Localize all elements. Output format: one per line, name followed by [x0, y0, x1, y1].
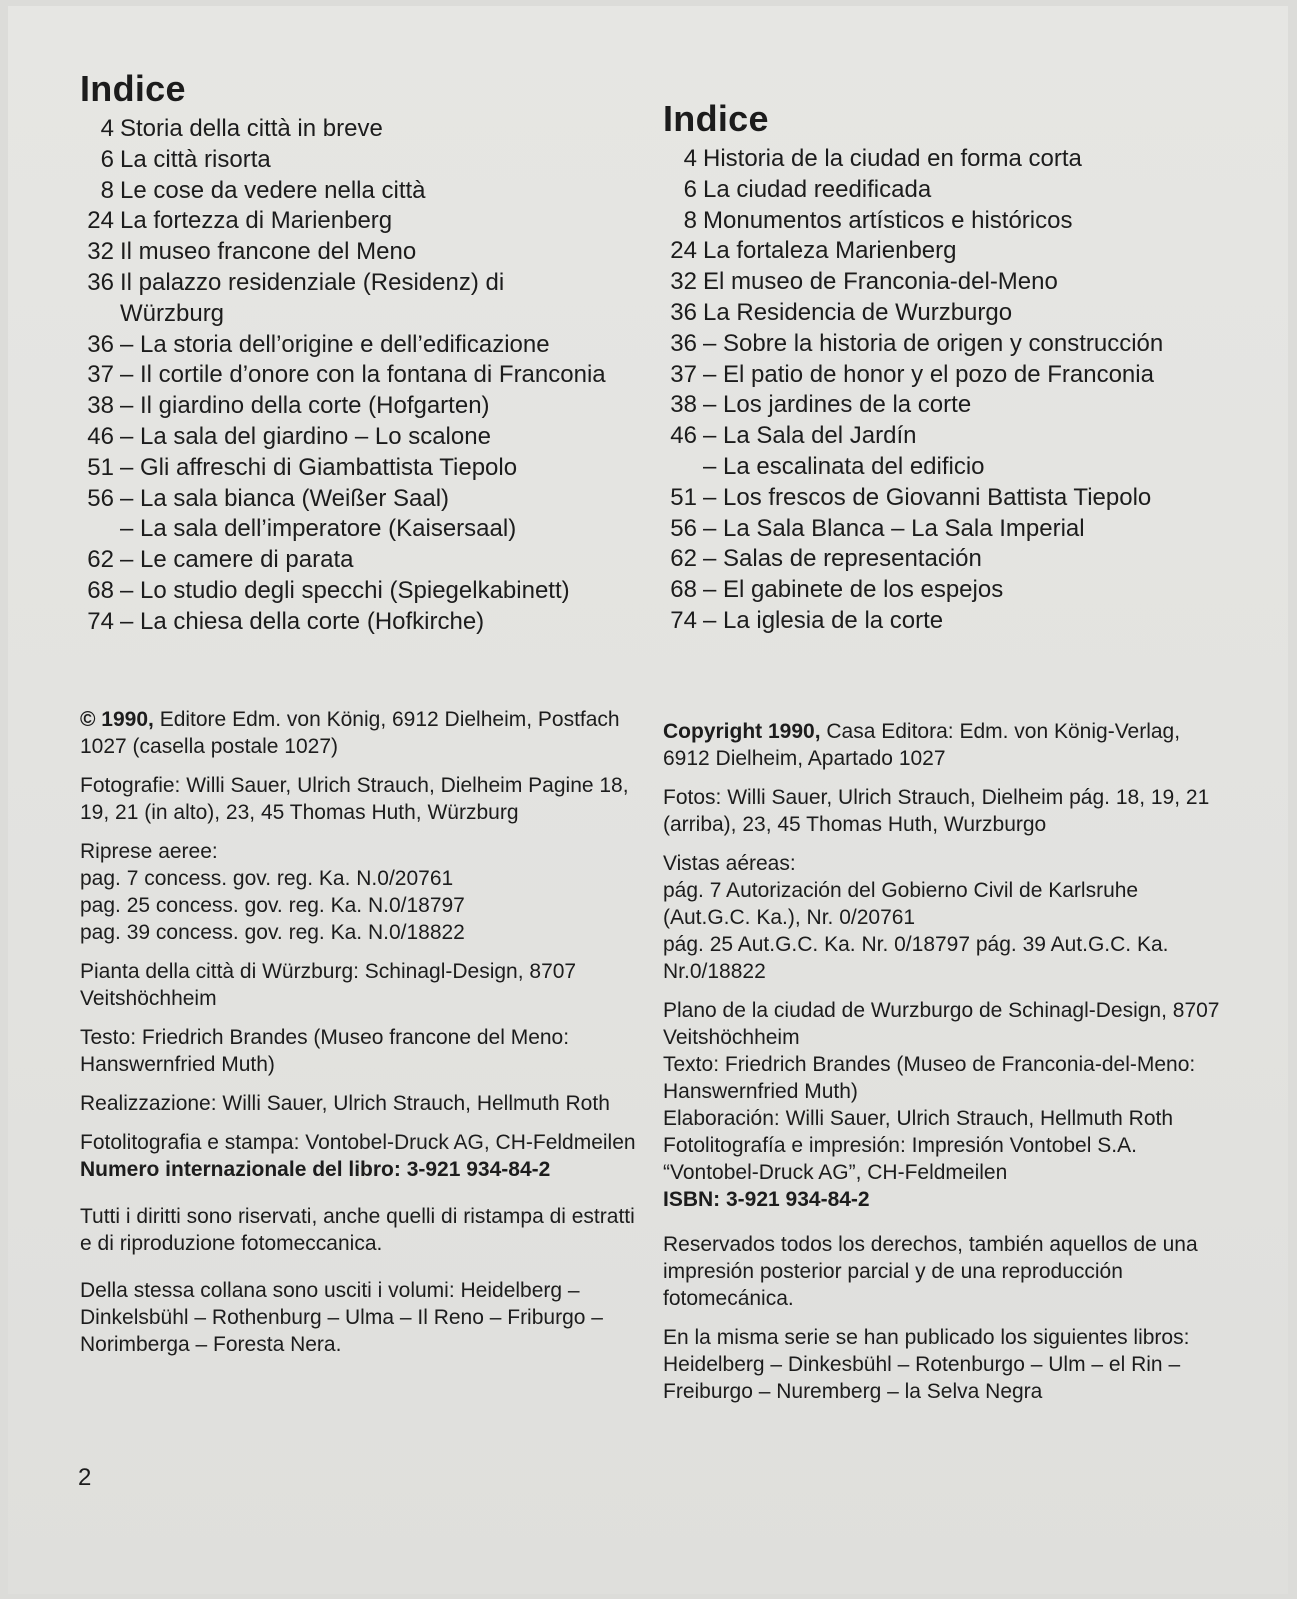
toc-title: Storia della città in breve — [120, 115, 383, 142]
toc-title: – Il cortile d’onore con la fontana di Franconia — [120, 361, 606, 389]
toc-entry — [663, 329, 1223, 360]
toc-page-number: 37 — [670, 360, 697, 388]
toc-entry — [80, 237, 640, 268]
toc-title: – Gli affreschi di Giambattista Tiepolo — [120, 453, 518, 481]
toc-page-number: 8 — [683, 206, 697, 234]
toc-entry — [663, 514, 1223, 545]
toc-page-number: 4 — [683, 145, 697, 172]
toc-page-number: 74 — [87, 607, 114, 635]
toc-title: La fortezza di Marienberg — [120, 207, 393, 235]
italian-text-credit: Testo: Friedrich Brandes (Museo francone del Meno: Hanswernfried Muth) — [80, 1026, 570, 1076]
spanish-aerial-line: pág. 7 Autorización del Gobierno Civil de Karlsruhe (Aut.G.C. Ka.), Nr. 0/20761 — [663, 879, 1139, 929]
toc-page-number — [663, 452, 697, 483]
spanish-aerial-line: pág. 25 Aut.G.C. Ka. Nr. 0/18797 pág. 39 Aut.G.C. Ka. Nr.0/18822 — [663, 933, 1169, 983]
toc-entry — [663, 175, 1223, 206]
toc-title: La fortaleza Marienberg — [703, 237, 957, 265]
italian-series: Della stessa collana sono usciti i volumi: Heidelberg – Dinkelsbühl – Rothenburg – Ulma – Il Reno – Friburgo – Norimberga – Foresta Nera. — [80, 1279, 603, 1356]
toc-entry — [80, 453, 640, 484]
toc-title: – Los frescos de Giovanni Battista Tiepolo — [703, 483, 1152, 511]
toc-title: – La sala dell’imperatore (Kaisersaal) — [120, 515, 517, 543]
toc-page-number: 6 — [100, 145, 114, 173]
toc-page-number: 56 — [670, 514, 697, 542]
toc-page-number: 8 — [100, 176, 114, 204]
toc-title: El museo de Franconia-del-Meno — [703, 268, 1058, 296]
toc-title: – La storia dell’origine e dell’edificazione — [120, 330, 550, 358]
toc-title: Monumentos artísticos e históricos — [703, 206, 1073, 234]
toc-title: – La Sala del Jardín — [703, 422, 917, 450]
toc-entry — [80, 268, 640, 299]
italian-printing-credit: Fotolitografia e stampa: Vontobel-Druck AG, CH-Feldmeilen — [80, 1131, 636, 1154]
toc-entry — [80, 114, 640, 145]
toc-page-number: 32 — [87, 238, 114, 266]
italian-isbn: Numero internazionale del libro: 3-921 934-84-2 — [80, 1158, 551, 1181]
toc-page-number — [80, 514, 114, 545]
toc-title: Le cose da vedere nella città — [120, 176, 426, 204]
toc-title: – Salas de representación — [703, 545, 982, 573]
toc-entry — [663, 206, 1223, 237]
italian-rights: Tutti i diritti sono riservati, anche quelli di ristampa di estratti e di riproduzione fotomeccanica. — [80, 1205, 635, 1255]
toc-entry — [80, 576, 640, 607]
italian-aerial-line: pag. 7 concess. gov. reg. Ka. N.0/20761 — [80, 867, 454, 890]
toc-page-number: 74 — [670, 606, 697, 634]
toc-page-number: 36 — [87, 268, 114, 296]
spanish-production-credit: Elaboración: Willi Sauer, Ulrich Strauch, Hellmuth Roth — [663, 1107, 1174, 1130]
toc-page-number: 56 — [87, 484, 114, 512]
italian-map-credit: Pianta della città di Würzburg: Schinagl-Design, 8707 Veitshöchheim — [80, 960, 577, 1010]
toc-entry — [663, 144, 1223, 175]
toc-entry — [663, 421, 1223, 452]
toc-entry — [663, 360, 1223, 391]
toc-title: – La escalinata del edificio — [703, 452, 985, 480]
spanish-rights: Reservados todos los derechos, también aquellos de una impresión posterior parcial y de una reproducción fotomecánica. — [663, 1233, 1198, 1310]
toc-entry — [80, 514, 640, 545]
toc-title: – Los jardines de la corte — [703, 391, 972, 419]
toc-page-number: 51 — [670, 483, 697, 511]
page-number: 2 — [78, 1464, 92, 1491]
italian-heading: Indice — [80, 68, 186, 109]
toc-title: – Lo studio degli specchi (Spiegelkabinett) — [120, 576, 570, 604]
toc-entry — [80, 391, 640, 422]
toc-title: – Il giardino della corte (Hofgarten) — [120, 392, 490, 420]
toc-page-number: 24 — [87, 207, 114, 235]
toc-page-number: 68 — [670, 576, 697, 604]
spanish-printing-credit: Fotolitografía e impresión: Impresión Vontobel S.A. “Vontobel-Druck AG”, CH-Feldmeilen — [663, 1134, 1137, 1184]
toc-entry — [663, 267, 1223, 298]
italian-copyright: © 1990, Editore Edm. von König, 6912 Dielheim, Postfach 1027 (casella postale 1027) — [80, 708, 620, 758]
spanish-copyright: Copyright 1990, Casa Editora: Edm. von König-Verlag, 6912 Dielheim, Apartado 1027 — [663, 720, 1181, 770]
toc-page-number: 46 — [87, 422, 114, 450]
toc-entry — [663, 390, 1223, 421]
toc-title: – La sala del giardino – Lo scalone — [120, 422, 491, 450]
toc-entry — [663, 298, 1223, 329]
toc-page-number: 46 — [670, 422, 697, 450]
spanish-imprint — [663, 718, 1223, 1417]
toc-page-number: 51 — [87, 453, 114, 481]
toc-page-number: 36 — [670, 298, 697, 326]
toc-page-number: 36 — [87, 330, 114, 358]
toc-entry — [80, 545, 640, 576]
toc-title: – La iglesia de la corte — [703, 606, 944, 634]
toc-title: La Residencia de Wurzburgo — [703, 298, 1013, 326]
toc-title: – El patio de honor y el pozo de Franconia — [703, 360, 1154, 388]
spanish-photos: Fotos: Willi Sauer, Ulrich Strauch, Dielheim pág. 18, 19, 21 (arriba), 23, 45 Thomas Huth, Wurzburgo — [663, 786, 1210, 836]
toc-entry — [663, 483, 1223, 514]
toc-title: – Sobre la historia de origen y construcción — [703, 329, 1164, 357]
toc-entry — [80, 176, 640, 207]
toc-title: – La Sala Blanca – La Sala Imperial — [703, 514, 1085, 542]
spanish-series: En la misma serie se han publicado los siguientes libros: Heidelberg – Dinkesbühl – Rotenburgo – Ulm – el Rin – Freiburgo – Nuremberg – la Selva Negra — [663, 1326, 1190, 1403]
italian-aerial-lines — [80, 865, 640, 946]
toc-title: Il palazzo residenziale (Residenz) di — [120, 268, 505, 296]
italian-imprint — [80, 706, 640, 1370]
toc-entry — [80, 607, 640, 638]
toc-entry — [663, 236, 1223, 267]
toc-page-number: 62 — [87, 546, 114, 574]
italian-production-credit: Realizzazione: Willi Sauer, Ulrich Strauch, Hellmuth Roth — [80, 1092, 610, 1115]
spanish-text-credit: Texto: Friedrich Brandes (Museo de Franconia-del-Meno: Hanswernfried Muth) — [663, 1053, 1196, 1103]
spanish-aerial-label: Vistas aéreas: — [663, 852, 796, 875]
italian-aerial-line: pag. 25 concess. gov. reg. Ka. N.0/18797 — [80, 894, 465, 917]
italian-column — [80, 68, 640, 1356]
toc-page-number — [80, 299, 114, 330]
italian-aerial-line: pag. 39 concess. gov. reg. Ka. N.0/18822 — [80, 921, 465, 944]
toc-title: Würzburg — [120, 299, 225, 327]
toc-entry — [80, 299, 640, 330]
spanish-aerial-lines — [663, 877, 1223, 985]
toc-page-number: 62 — [670, 545, 697, 573]
toc-entry — [663, 452, 1223, 483]
toc-entry — [663, 575, 1223, 606]
toc-entry — [663, 544, 1223, 575]
book-page — [8, 6, 1288, 1594]
spanish-column — [663, 98, 1223, 1403]
toc-entry — [80, 330, 640, 361]
toc-page-number: 38 — [87, 392, 114, 420]
spanish-map-credit: Plano de la ciudad de Wurzburgo de Schinagl-Design, 8707 Veitshöchheim — [663, 999, 1220, 1049]
toc-page-number: 32 — [670, 268, 697, 296]
toc-title: Historia de la ciudad en forma corta — [703, 145, 1082, 172]
toc-page-number: 4 — [100, 115, 114, 142]
spanish-toc — [663, 144, 1223, 637]
toc-title: – Le camere di parata — [120, 546, 354, 574]
italian-aerial-label: Riprese aeree: — [80, 840, 218, 863]
toc-page-number: 24 — [670, 237, 697, 265]
toc-title: – La chiesa della corte (Hofkirche) — [120, 607, 485, 635]
toc-entry — [80, 206, 640, 237]
spanish-heading: Indice — [663, 98, 769, 139]
toc-page-number: 68 — [87, 576, 114, 604]
toc-entry — [80, 360, 640, 391]
toc-page-number: 6 — [683, 175, 697, 203]
toc-title: La città risorta — [120, 145, 271, 173]
toc-entry — [80, 484, 640, 515]
italian-toc — [80, 114, 640, 638]
toc-entry — [80, 145, 640, 176]
toc-title: – El gabinete de los espejos — [703, 576, 1004, 604]
spanish-isbn: ISBN: 3-921 934-84-2 — [663, 1188, 870, 1211]
toc-page-number: 36 — [670, 329, 697, 357]
toc-page-number: 38 — [670, 391, 697, 419]
toc-page-number: 37 — [87, 361, 114, 389]
toc-title: – La sala bianca (Weißer Saal) — [120, 484, 450, 512]
toc-entry — [80, 422, 640, 453]
italian-photos: Fotografie: Willi Sauer, Ulrich Strauch, Dielheim Pagine 18, 19, 21 (in alto), 23, 45 Thomas Huth, Würzburg — [80, 774, 629, 824]
toc-entry — [663, 606, 1223, 637]
toc-title: La ciudad reedificada — [703, 175, 932, 203]
toc-title: Il museo francone del Meno — [120, 238, 417, 266]
